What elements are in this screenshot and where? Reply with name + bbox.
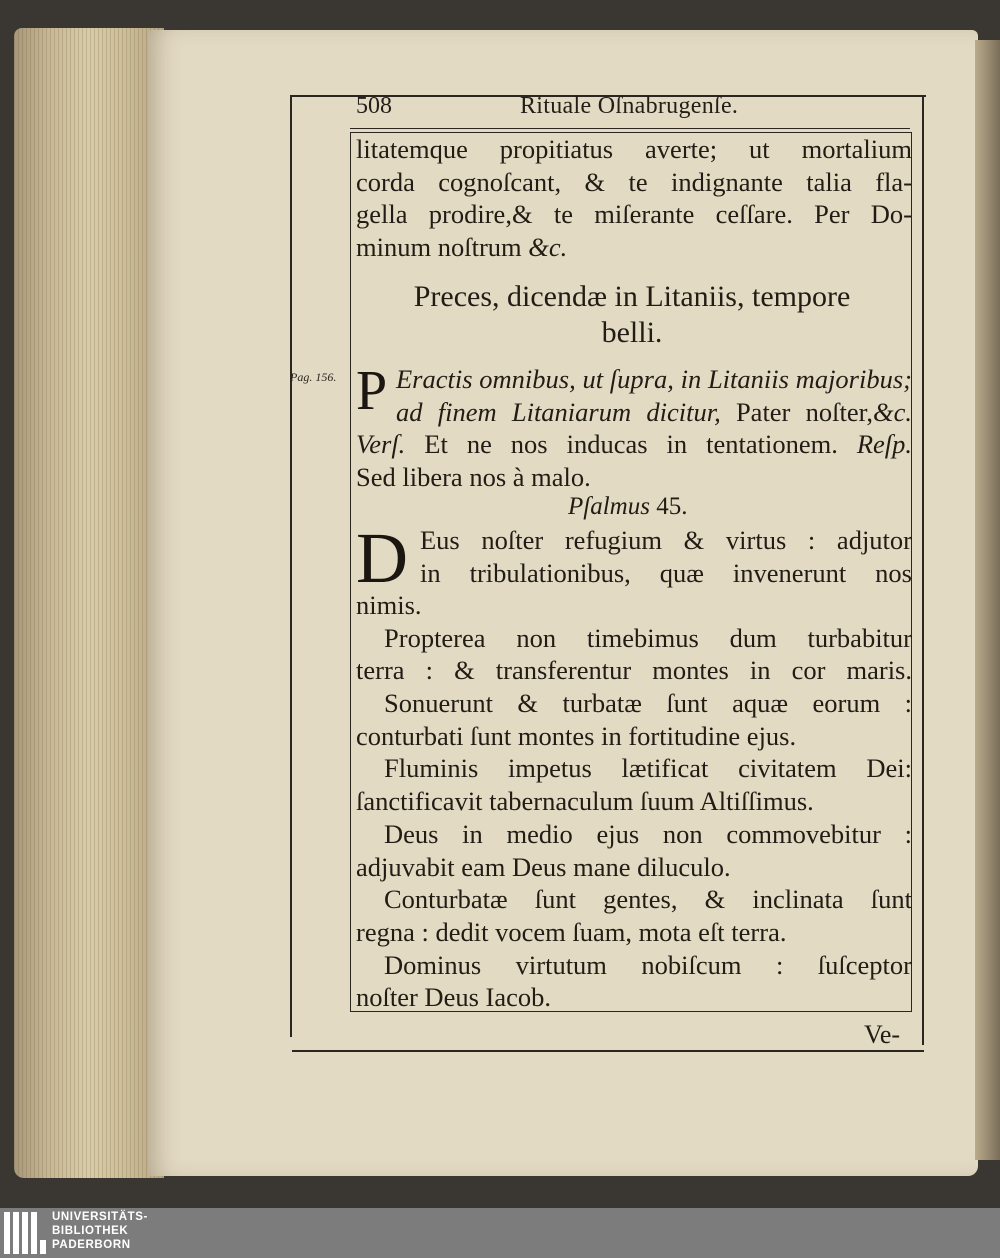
text-line: ſanctificavit tabernaculum ſuum Altiſſimus. (356, 786, 814, 817)
text-line (396, 396, 912, 429)
text-line: litatemque propitiatus averte; ut mortalium (356, 134, 912, 164)
text-segment: Pater noſter, (735, 396, 873, 427)
text-line: Fluminis impetus lætificat civitatem Dei: (384, 753, 912, 784)
text-segment: ad finem Litaniarum dicitur, (396, 396, 721, 427)
library-name-line: UNIVERSITÄTS- (52, 1211, 148, 1223)
library-name (52, 1210, 148, 1252)
outer-frame-right (922, 95, 924, 1045)
dropcap-p: P (356, 360, 388, 422)
text-line: nimis. (356, 590, 422, 620)
versicle-text: Et ne nos inducas in tentationem. (424, 429, 838, 459)
heading-line: Preces, dicendæ in Litaniis, tempore (413, 280, 851, 313)
text-line: terra : & transferentur montes in cor maris. (356, 655, 912, 686)
text-line: noſter Deus Iacob. (356, 982, 551, 1013)
psalm-verses (356, 589, 912, 1014)
library-footer (0, 1208, 1000, 1258)
catchword: Ve- (864, 1020, 901, 1049)
text-line: Propterea non timebimus dum turbabitur (384, 622, 912, 653)
library-logo-icon (4, 1212, 48, 1256)
heading-line: belli. (601, 316, 663, 349)
text-segment: minum noſtrum (356, 232, 522, 263)
versicle-response (356, 428, 912, 493)
etc-abbrev: &c. (528, 232, 568, 263)
margin-note: Pag. 156. (290, 370, 337, 384)
text-line: Eractis omnibus, ut ſupra, in Litaniis majoribus; (396, 364, 912, 394)
response-label: Reſp. (856, 429, 913, 459)
dropcap-d: D (356, 518, 408, 598)
text-line: Eus noſter refugium & virtus : adjutor (420, 525, 912, 555)
versicle-label: Verſ. (356, 429, 406, 459)
response-text: Sed libera nos à malo. (356, 461, 591, 492)
rubric-first-lines (396, 363, 912, 428)
running-title: Rituale Oſnabrugenſe. (520, 93, 739, 119)
text-line: corda cognoſcant, & te indignante talia fla- (356, 166, 912, 197)
text-line (356, 428, 912, 461)
text-line: in tribulationibus, quæ invenerunt nos (420, 557, 912, 588)
text-line: gella prodire,& te miſerante ceſſare. Per Do- (356, 199, 912, 230)
text-line: Dominus virtutum nobiſcum : ſuſceptor (384, 949, 912, 980)
header-rule (350, 128, 910, 129)
text-line: conturbati ſunt montes in fortitudine ejus. (356, 720, 797, 751)
text-line (356, 231, 912, 264)
library-name-line: BIBLIOTHEK (52, 1225, 129, 1237)
psalm-label: Pſalmus (568, 493, 650, 520)
bottom-rule (292, 1050, 924, 1052)
book-gutter (975, 40, 1000, 1160)
page-number: 508 (356, 93, 392, 119)
text-line: regna : dedit vocem ſuam, mota eſt terra. (356, 916, 787, 947)
library-name-line: PADERBORN (52, 1239, 131, 1251)
text-line: adjuvabit eam Deus mane diluculo. (356, 851, 731, 882)
text-line: Deus in medio ejus non commovebitur : (384, 818, 912, 849)
prayer-ending (356, 133, 912, 264)
text-line: Sonuerunt & turbatæ ſunt aquæ eorum : (384, 688, 912, 719)
section-heading (352, 279, 912, 351)
psalm-title (568, 493, 687, 521)
psalm-first-lines (420, 524, 912, 589)
psalm-number: 45. (656, 493, 688, 520)
book-page-edges (14, 28, 164, 1178)
etc-abbrev: &c. (873, 396, 912, 427)
text-line: Conturbatæ ſunt gentes, & inclinata ſunt (384, 884, 912, 915)
